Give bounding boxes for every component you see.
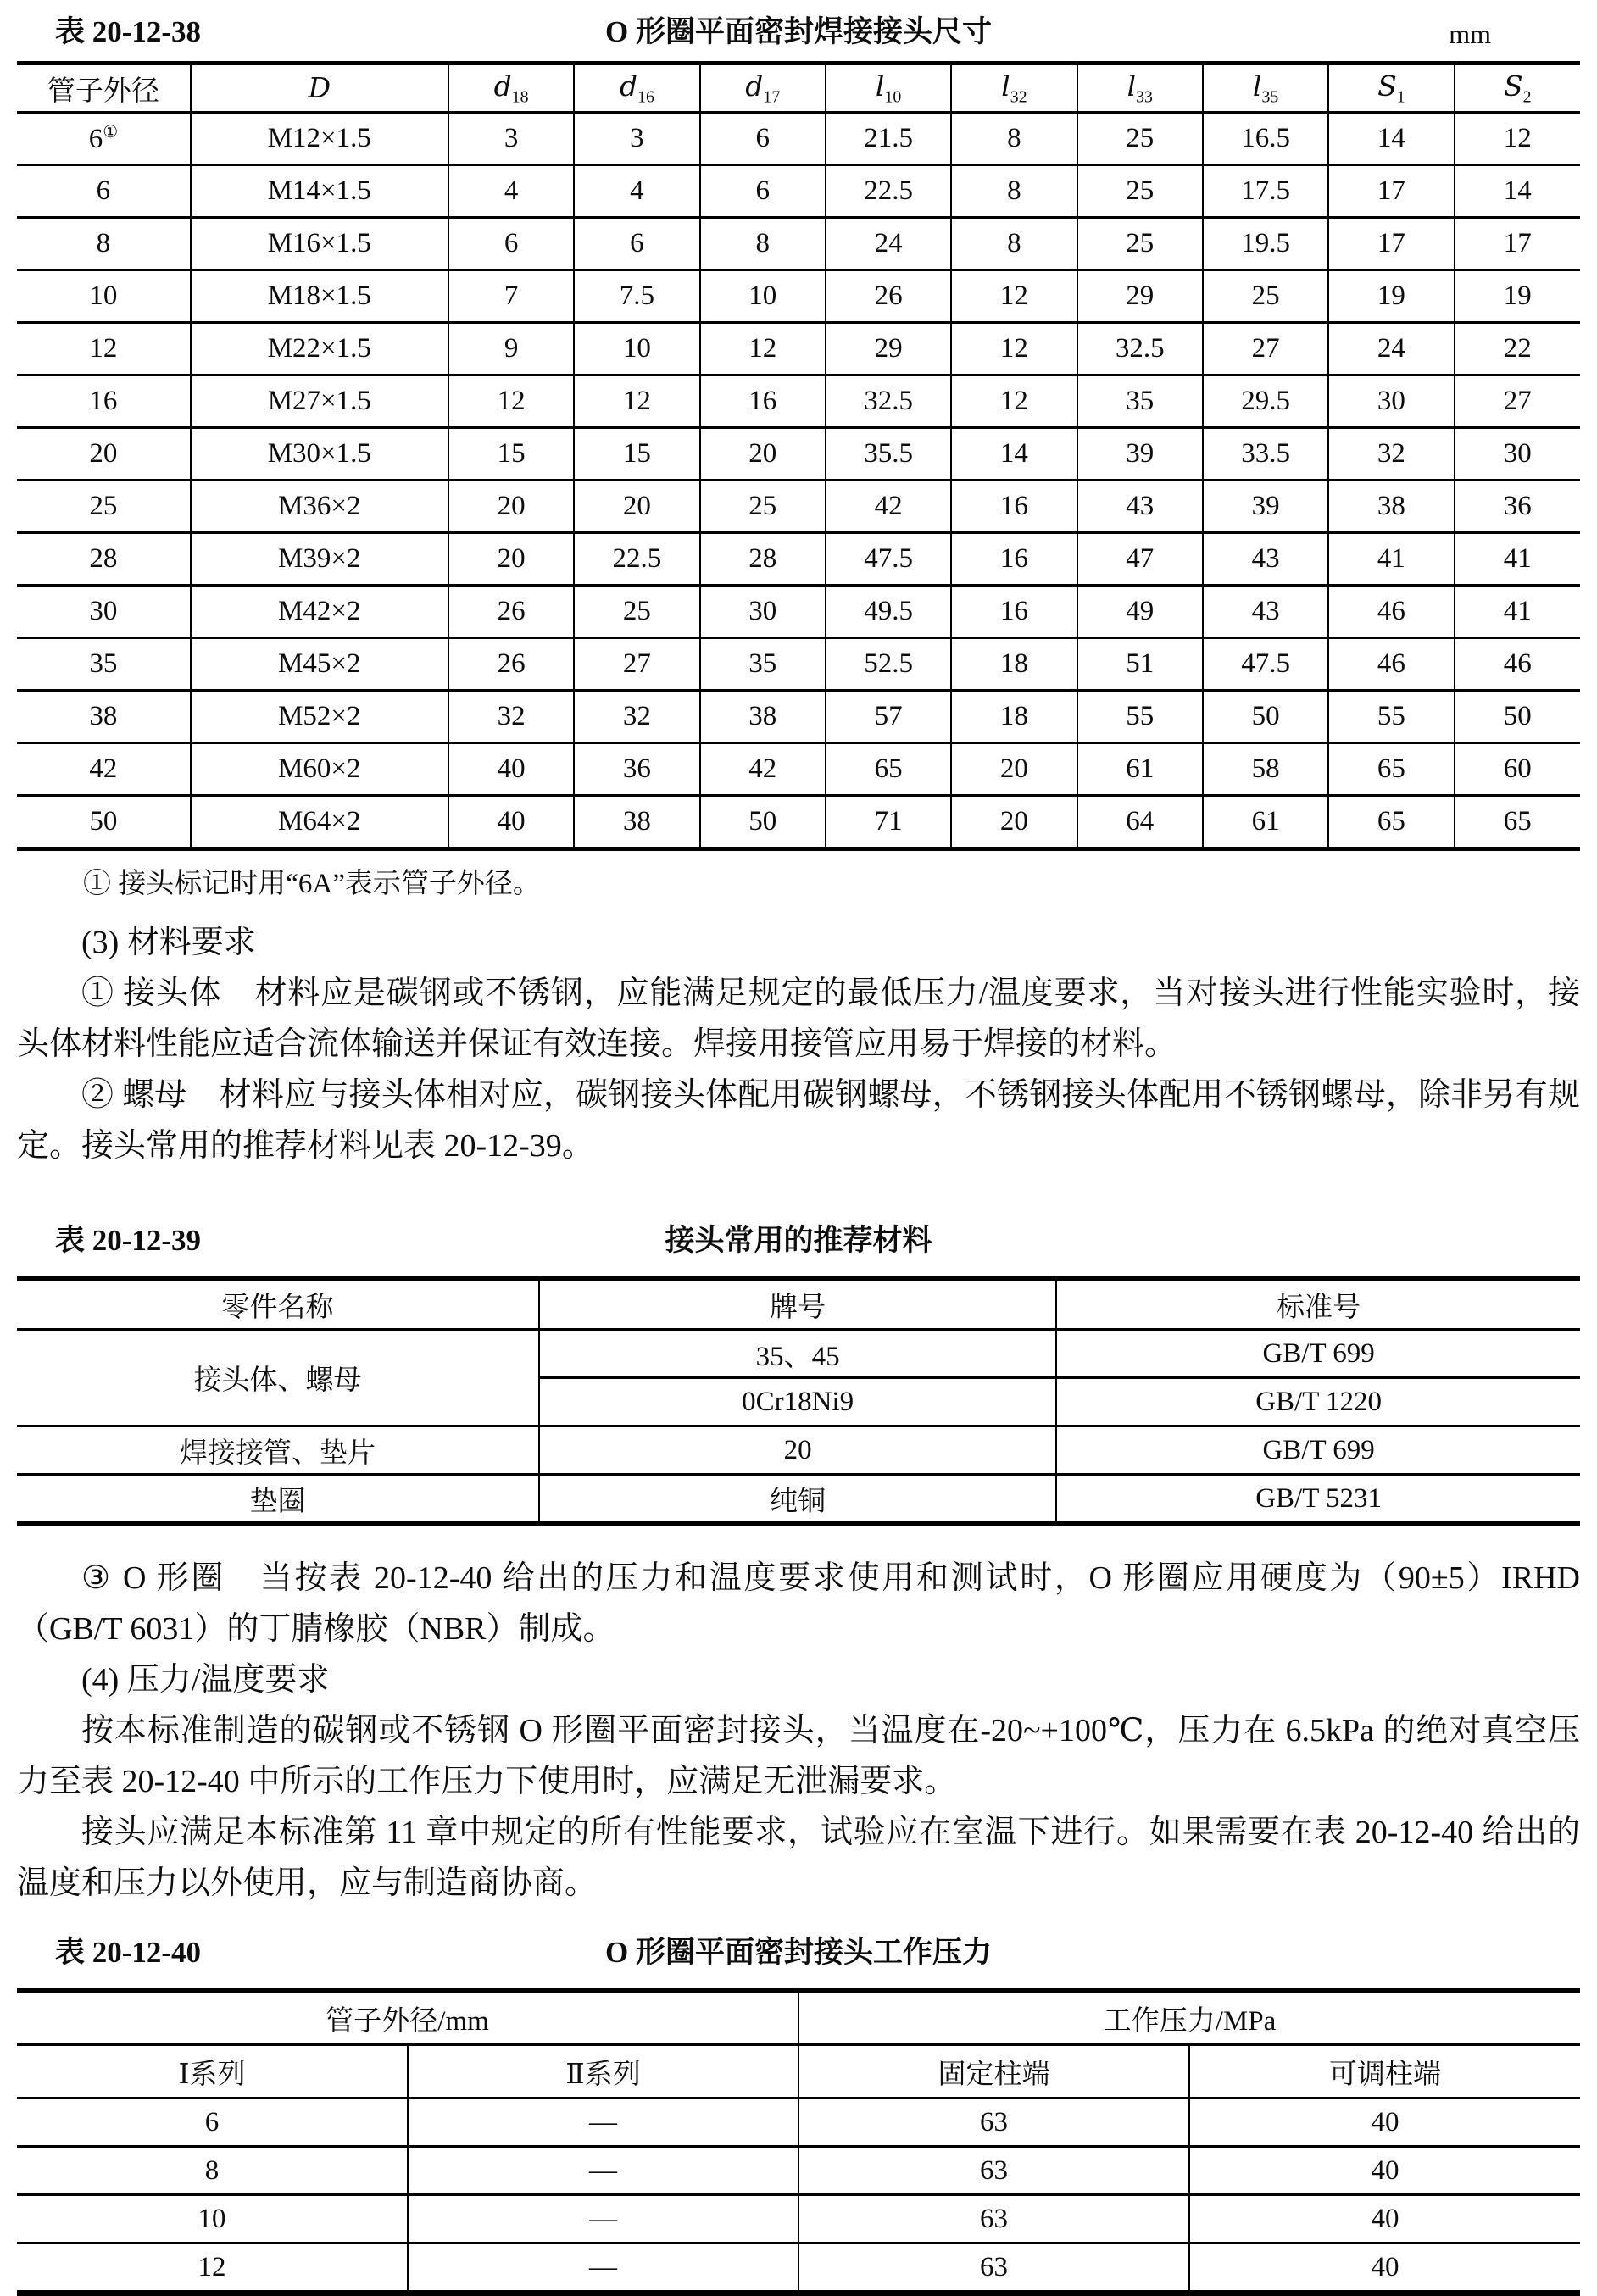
table-cell: 30	[17, 586, 191, 638]
table-cell: 42	[700, 743, 826, 796]
table-cell: —	[408, 2147, 798, 2195]
table-cell: 35	[1077, 375, 1203, 428]
paragraph-nut: ② 螺母 材料应与接头体相对应，碳钢接头体配用碳钢螺母，不锈钢接头体配用不锈钢螺母，除非另有规定。接头常用的推荐材料见表 20-12-39。	[17, 1077, 1580, 1164]
table-cell: 55	[1328, 691, 1454, 743]
table-cell: 42	[17, 743, 191, 796]
section-4	[17, 1553, 1580, 1909]
table-cell: M14×1.5	[191, 165, 448, 218]
table-cell: 6①	[17, 113, 191, 165]
table-cell: 12	[448, 375, 574, 428]
table-cell: 10	[574, 323, 699, 375]
table-38-wrapper	[17, 61, 1580, 851]
table-cell: 47	[1077, 533, 1203, 586]
table-cell: 38	[700, 691, 826, 743]
table-cell: 35	[17, 638, 191, 691]
table-cell: 8	[951, 218, 1077, 270]
column-group-header: 工作压力/MPa	[798, 1991, 1580, 2045]
table-cell: 25	[1077, 218, 1203, 270]
table-cell: 38	[574, 796, 699, 849]
table-cell: 32	[1328, 428, 1454, 481]
table-cell: 60	[1455, 743, 1580, 796]
table-cell: 46	[1328, 638, 1454, 691]
table-cell: 25	[1077, 165, 1203, 218]
table-row	[17, 481, 1580, 533]
table-cell: 35、45	[539, 1330, 1056, 1378]
table-cell: 30	[1455, 428, 1580, 481]
table-cell: 32.5	[826, 375, 951, 428]
table-40-group-header-row	[17, 1991, 1580, 2045]
table-row	[17, 113, 1580, 165]
table-cell: 63	[798, 2195, 1189, 2243]
table-39-body	[17, 1330, 1580, 1524]
table-cell: 10	[700, 270, 826, 323]
table-cell: M36×2	[191, 481, 448, 533]
table-39-caption	[17, 1220, 1580, 1261]
table-cell: 47.5	[1203, 638, 1328, 691]
table-cell: 58	[1203, 743, 1328, 796]
table-38-unit: mm	[1449, 19, 1491, 49]
table-40-subheader-row	[17, 2045, 1580, 2099]
column-header: $S_2$	[1455, 64, 1580, 113]
table-cell: 16.5	[1203, 113, 1328, 165]
table-cell: M42×2	[191, 586, 448, 638]
table-cell: 16	[951, 586, 1077, 638]
table-cell: 19	[1455, 270, 1580, 323]
table-cell: 43	[1077, 481, 1203, 533]
table-cell: 16	[700, 375, 826, 428]
table-cell: 14	[1455, 165, 1580, 218]
table-cell: 8	[17, 218, 191, 270]
table-cell: 纯铜	[539, 1475, 1056, 1524]
table-cell: 50	[17, 796, 191, 849]
table-cell: 6	[17, 2099, 408, 2147]
table-row	[17, 796, 1580, 849]
table-cell: 63	[798, 2243, 1189, 2293]
table-cell: 4	[574, 165, 699, 218]
table-row	[17, 1330, 1580, 1378]
paragraph-pressure-temp: 按本标准制造的碳钢或不锈钢 O 形圈平面密封接头，当温度在-20~+100℃，压力在 6.5kPa 的绝对真空压力至表 20-12-40 中所示的工作压力下使用时，应满足无泄漏要求。	[17, 1713, 1580, 1799]
column-group-header: 管子外径/mm	[17, 1991, 798, 2045]
column-header: $l_{10}$	[826, 64, 951, 113]
table-cell: M22×1.5	[191, 323, 448, 375]
table-cell: 40	[1189, 2195, 1580, 2243]
table-row	[17, 323, 1580, 375]
table-cell: 18	[951, 691, 1077, 743]
table-row	[17, 270, 1580, 323]
table-cell: 29.5	[1203, 375, 1328, 428]
table-cell: —	[408, 2243, 798, 2293]
section-4-heading: (4) 压力/温度要求	[81, 1662, 330, 1698]
paragraph-performance: 接头应满足本标准第 11 章中规定的所有性能要求，试验应在室温下进行。如果需要在表 20-12-40 给出的温度和压力以外使用，应与制造商协商。	[17, 1815, 1580, 1901]
column-header: $S_1$	[1328, 64, 1454, 113]
paragraph-o-ring: ③ O 形圈 当按表 20-12-40 给出的压力和温度要求使用和测试时，O 形圈应用硬度为（90±5）IRHD（GB/T 6031）的丁腈橡胶（NBR）制成。	[17, 1560, 1580, 1647]
table-cell: 26	[448, 638, 574, 691]
table-cell: 42	[826, 481, 951, 533]
column-header: D	[191, 64, 448, 113]
table-cell: 63	[798, 2099, 1189, 2147]
table-cell: 30	[1328, 375, 1454, 428]
table-cell: 6	[17, 165, 191, 218]
table-cell: 19.5	[1203, 218, 1328, 270]
table-cell: M16×1.5	[191, 218, 448, 270]
table-38	[17, 61, 1580, 851]
table-cell: 20	[448, 481, 574, 533]
table-cell: 65	[1328, 743, 1454, 796]
table-cell: 7.5	[574, 270, 699, 323]
table-row	[17, 586, 1580, 638]
table-38-body	[17, 113, 1580, 849]
table-row	[17, 2243, 1580, 2293]
table-row	[17, 2099, 1580, 2147]
table-cell: 41	[1455, 533, 1580, 586]
table-cell: 43	[1203, 533, 1328, 586]
column-header: 管子外径	[17, 64, 191, 113]
table-cell: 7	[448, 270, 574, 323]
table-cell: 20	[700, 428, 826, 481]
table-cell: 38	[1328, 481, 1454, 533]
column-header: $l_{32}$	[951, 64, 1077, 113]
table-cell: 32.5	[1077, 323, 1203, 375]
table-cell: 64	[1077, 796, 1203, 849]
table-cell: 26	[448, 586, 574, 638]
table-cell: 12	[951, 270, 1077, 323]
table-cell: 12	[700, 323, 826, 375]
table-cell: 22	[1455, 323, 1580, 375]
table-cell: 16	[17, 375, 191, 428]
table-row	[17, 2147, 1580, 2195]
table-cell: 65	[826, 743, 951, 796]
table-cell: 15	[574, 428, 699, 481]
column-header: 可调柱端	[1189, 2045, 1580, 2099]
section-3	[17, 917, 1580, 1171]
table-cell: 29	[1077, 270, 1203, 323]
table-cell: 20	[951, 796, 1077, 849]
table-cell: —	[408, 2099, 798, 2147]
table-cell: GB/T 1220	[1056, 1378, 1580, 1426]
table-40-label: 表 20-12-40	[55, 1936, 202, 1969]
table-cell: 16	[951, 533, 1077, 586]
column-header: 牌号	[539, 1279, 1056, 1330]
column-header: $d_{17}$	[700, 64, 826, 113]
table-row	[17, 375, 1580, 428]
table-cell: 17	[1455, 218, 1580, 270]
table-cell: 27	[1203, 323, 1328, 375]
table-cell: M12×1.5	[191, 113, 448, 165]
table-cell: 12	[951, 323, 1077, 375]
table-cell: 3	[574, 113, 699, 165]
table-38-header-row	[17, 64, 1580, 113]
table-cell: M30×1.5	[191, 428, 448, 481]
table-cell: 46	[1328, 586, 1454, 638]
table-cell: 18	[951, 638, 1077, 691]
table-cell: 24	[1328, 323, 1454, 375]
table-cell: 39	[1077, 428, 1203, 481]
table-cell: 49	[1077, 586, 1203, 638]
table-cell: 25	[574, 586, 699, 638]
table-cell: 24	[826, 218, 951, 270]
paragraph-joint-body: ① 接头体 材料应是碳钢或不锈钢，应能满足规定的最低压力/温度要求，当对接头进行性能实验时，接头体材料性能应适合流体输送并保证有效连接。焊接用接管应用易于焊接的材料。	[17, 976, 1580, 1062]
table-cell: 50	[1203, 691, 1328, 743]
table-cell: 40	[448, 796, 574, 849]
table-cell: 50	[700, 796, 826, 849]
table-cell: 8	[951, 113, 1077, 165]
table-cell: 22.5	[574, 533, 699, 586]
table-cell: 61	[1077, 743, 1203, 796]
table-cell: 14	[1328, 113, 1454, 165]
table-cell: 20	[951, 743, 1077, 796]
column-header: 标准号	[1056, 1279, 1580, 1330]
table-cell: 40	[1189, 2099, 1580, 2147]
table-cell: 14	[951, 428, 1077, 481]
table-39-title: 接头常用的推荐材料	[665, 1224, 932, 1257]
table-39	[17, 1276, 1580, 1526]
table-cell: 27	[1455, 375, 1580, 428]
table-row	[17, 533, 1580, 586]
table-cell: M64×2	[191, 796, 448, 849]
table-cell: 8	[17, 2147, 408, 2195]
table-cell: 27	[574, 638, 699, 691]
table-cell: 0Cr18Ni9	[539, 1378, 1056, 1426]
table-40-caption	[17, 1932, 1580, 1973]
table-cell: 17	[1328, 218, 1454, 270]
table-cell: 6	[574, 218, 699, 270]
table-cell: 39	[1203, 481, 1328, 533]
table-cell: 50	[1455, 691, 1580, 743]
table-38-label: 表 20-12-38	[55, 15, 202, 48]
table-cell: 25	[17, 481, 191, 533]
table-cell: 4	[448, 165, 574, 218]
table-cell: 61	[1203, 796, 1328, 849]
table-cell: 40	[448, 743, 574, 796]
table-cell: 25	[1203, 270, 1328, 323]
table-cell: 12	[17, 2243, 408, 2293]
table-cell: 36	[1455, 481, 1580, 533]
column-header: $d_{16}$	[574, 64, 699, 113]
table-cell: 49.5	[826, 586, 951, 638]
table-cell: 20	[448, 533, 574, 586]
table-cell: 40	[1189, 2243, 1580, 2293]
column-header: $l_{33}$	[1077, 64, 1203, 113]
table-cell: M27×1.5	[191, 375, 448, 428]
table-cell: 接头体、螺母	[17, 1330, 539, 1426]
table-40	[17, 1988, 1580, 2296]
table-cell: 65	[1328, 796, 1454, 849]
table-cell: 41	[1328, 533, 1454, 586]
table-cell: 17.5	[1203, 165, 1328, 218]
table-39-label: 表 20-12-39	[55, 1224, 202, 1257]
table-cell: 21.5	[826, 113, 951, 165]
table-cell: 63	[798, 2147, 1189, 2195]
column-header: Ⅰ系列	[17, 2045, 408, 2099]
table-cell: 26	[826, 270, 951, 323]
table-cell: 32	[448, 691, 574, 743]
table-cell: 46	[1455, 638, 1580, 691]
table-cell: 20	[539, 1426, 1056, 1475]
table-cell: 47.5	[826, 533, 951, 586]
table-cell: 29	[826, 323, 951, 375]
table-cell: 43	[1203, 586, 1328, 638]
table-cell: 55	[1077, 691, 1203, 743]
table-cell: GB/T 699	[1056, 1330, 1580, 1378]
table-cell: 71	[826, 796, 951, 849]
table-cell: M39×2	[191, 533, 448, 586]
table-cell: 8	[951, 165, 1077, 218]
table-cell: 28	[700, 533, 826, 586]
table-cell: 20	[574, 481, 699, 533]
table-cell: 25	[700, 481, 826, 533]
table-38-footnote: ① 接头标记时用“6A”表示管子外径。	[83, 869, 541, 899]
table-cell: 57	[826, 691, 951, 743]
column-header: $d_{18}$	[448, 64, 574, 113]
table-40-wrapper	[17, 1988, 1580, 2296]
table-cell: 40	[1189, 2147, 1580, 2195]
table-cell: 28	[17, 533, 191, 586]
table-cell: 3	[448, 113, 574, 165]
table-cell: 6	[700, 113, 826, 165]
column-header: 零件名称	[17, 1279, 539, 1330]
table-40-title: O 形圈平面密封接头工作压力	[605, 1936, 992, 1969]
table-cell: 35	[700, 638, 826, 691]
table-row	[17, 165, 1580, 218]
section-3-heading: (3) 材料要求	[81, 925, 256, 960]
table-cell: 9	[448, 323, 574, 375]
table-cell: 41	[1455, 586, 1580, 638]
table-cell: M18×1.5	[191, 270, 448, 323]
table-40-body	[17, 2099, 1580, 2293]
table-cell: M45×2	[191, 638, 448, 691]
table-cell: 33.5	[1203, 428, 1328, 481]
table-cell: 焊接接管、垫片	[17, 1426, 539, 1475]
table-cell: 65	[1455, 796, 1580, 849]
table-cell: 17	[1328, 165, 1454, 218]
table-row	[17, 428, 1580, 481]
table-cell: 10	[17, 270, 191, 323]
table-cell: 51	[1077, 638, 1203, 691]
column-header: $l_{35}$	[1203, 64, 1328, 113]
table-cell: 垫圈	[17, 1475, 539, 1524]
table-row	[17, 2195, 1580, 2243]
table-cell: M60×2	[191, 743, 448, 796]
table-cell: 12	[951, 375, 1077, 428]
table-cell: 20	[17, 428, 191, 481]
table-cell: 36	[574, 743, 699, 796]
table-cell: 38	[17, 691, 191, 743]
table-cell: 12	[17, 323, 191, 375]
column-header: 固定柱端	[798, 2045, 1189, 2099]
table-cell: 10	[17, 2195, 408, 2243]
table-cell: 32	[574, 691, 699, 743]
table-cell: 30	[700, 586, 826, 638]
table-cell: 22.5	[826, 165, 951, 218]
table-cell: 52.5	[826, 638, 951, 691]
table-cell: 35.5	[826, 428, 951, 481]
table-row	[17, 1475, 1580, 1524]
table-38-caption	[17, 12, 1580, 53]
table-39-header-row	[17, 1279, 1580, 1330]
table-row	[17, 691, 1580, 743]
table-cell: 19	[1328, 270, 1454, 323]
table-cell: 12	[574, 375, 699, 428]
table-cell: GB/T 699	[1056, 1426, 1580, 1475]
table-cell: 6	[448, 218, 574, 270]
table-39-wrapper	[17, 1276, 1580, 1526]
table-row	[17, 743, 1580, 796]
table-row	[17, 1426, 1580, 1475]
table-cell: 8	[700, 218, 826, 270]
column-header: Ⅱ系列	[408, 2045, 798, 2099]
table-cell: 12	[1455, 113, 1580, 165]
table-cell: M52×2	[191, 691, 448, 743]
table-row	[17, 218, 1580, 270]
table-cell: —	[408, 2195, 798, 2243]
table-cell: GB/T 5231	[1056, 1475, 1580, 1524]
table-row	[17, 638, 1580, 691]
table-cell: 25	[1077, 113, 1203, 165]
table-cell: 6	[700, 165, 826, 218]
table-cell: 15	[448, 428, 574, 481]
table-38-title: O 形圈平面密封焊接接头尺寸	[605, 15, 992, 48]
table-cell: 16	[951, 481, 1077, 533]
